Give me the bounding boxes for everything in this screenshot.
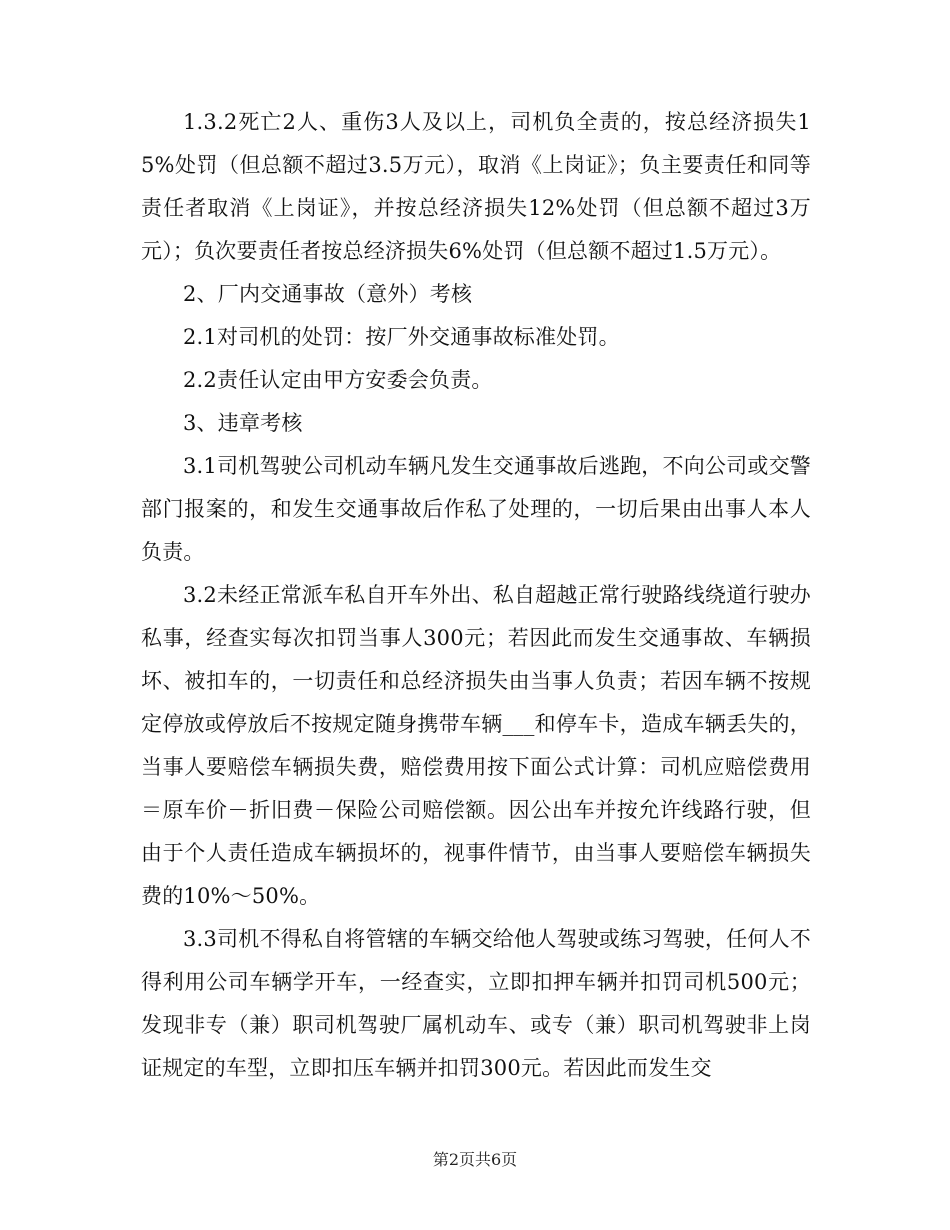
document-body xyxy=(141,101,811,1090)
page-number-footer: 第2页共6页 xyxy=(432,1150,518,1169)
paragraph-1-3-2: 1.3.2死亡2人、重伤3人及以上，司机负全责的，按总经济损失15%处罚（但总额不超过3.5万元），取消《上岗证》；负主要责任和同等责任者取消《上岗证》，并按总经济损失12%处罚（但总额不超过3万元）；负次要责任者按总经济损失6%处罚（但总额不超过1.5万元）。 xyxy=(141,110,811,263)
heading-factory-accident: 2、厂内交通事故（意外）考核 xyxy=(183,282,473,306)
paragraph-3-1: 3.1司机驾驶公司机动车辆凡发生交通事故后逃跑，不向公司或交警部门报案的，和发生交通事故后作私了处理的，一切后果由出事人本人负责。 xyxy=(141,454,811,564)
paragraph-3-3: 3.3司机不得私自将管辖的车辆交给他人驾驶或练习驾驶，任何人不得利用公司车辆学开车，一经查实，立即扣押车辆并扣罚司机500元；发现非专（兼）职司机驾驶厂属机动车、或专（兼）职司机驾驶非上岗证规定的车型，立即扣压车辆并扣罚300元。若因此而发生交 xyxy=(141,927,811,1080)
paragraph-3-2: 3.2未经正常派车私自开车外出、私自超越正常行驶路线绕道行驶办私事，经查实每次扣罚当事人300元；若因此而发生交通事故、车辆损坏、被扣车的，一切责任和总经济损失由当事人负责；若因车辆不按规定停放或停放后不按规定随身携带车辆___和停车卡，造成车辆丢失的，当事人要赔偿车辆损失费，赔偿费用按下面公式计算：司机应赔偿费用＝原车价－折旧费－保险公司赔偿额。因公出车并按允许线路行驶，但由于个人责任造成车辆损坏的，视事件情节，由当事人要赔偿车辆损失费的10%～50%。 xyxy=(141,583,811,908)
paragraph-2-2: 2.2责任认定由甲方安委会负责。 xyxy=(183,368,493,392)
heading-violation: 3、违章考核 xyxy=(183,411,303,435)
paragraph-2-1: 2.1对司机的处罚：按厂外交通事故标准处罚。 xyxy=(183,325,620,349)
